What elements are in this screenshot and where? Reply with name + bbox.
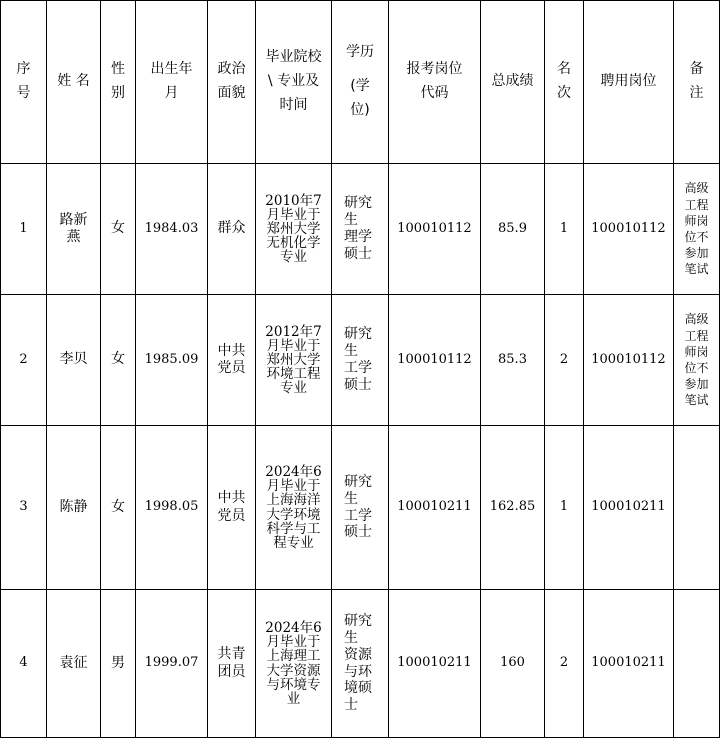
degree-level: 研究生 [344, 195, 372, 229]
degree-title: 资源与环境硕士 [344, 646, 372, 714]
cell-post-code: 100010112 [389, 295, 481, 426]
cell-birth: 1998.05 [136, 426, 208, 590]
cell-rank: 1 [545, 426, 584, 590]
cell-birth: 1999.07 [136, 590, 208, 738]
cell-seq: 1 [1, 164, 47, 295]
cell-post-code: 100010211 [389, 426, 481, 590]
degree-title: 理学硕士 [344, 229, 372, 262]
cell-score: 160 [481, 590, 545, 738]
cell-gender: 女 [101, 295, 136, 426]
cell-school: 2024年6月毕业于上海海洋大学环境科学与工程专业 [256, 426, 332, 590]
cell-post-code: 100010112 [389, 164, 481, 295]
cell-hired-post: 100010211 [584, 590, 674, 738]
cell-note: 高级工程师岗位不参加笔试 [674, 295, 720, 426]
cell-name: 李贝 [47, 295, 101, 426]
header-birth: 出生年月 [136, 1, 208, 164]
header-hired-post: 聘用岗位 [584, 1, 674, 164]
header-post-code: 报考岗位代码 [389, 1, 481, 164]
cell-hired-post: 100010112 [584, 295, 674, 426]
table-row [1, 164, 720, 295]
cell-degree [332, 295, 389, 426]
cell-rank: 1 [545, 164, 584, 295]
cell-rank: 2 [545, 590, 584, 738]
cell-degree [332, 590, 389, 738]
cell-hired-post: 100010112 [584, 164, 674, 295]
cell-school: 2024年6月毕业于上海理工大学资源与环境专业 [256, 590, 332, 738]
table-row [1, 426, 720, 590]
cell-note [674, 590, 720, 738]
header-score: 总成绩 [481, 1, 545, 164]
cell-politics: 中共党员 [208, 426, 256, 590]
cell-name: 路新燕 [47, 164, 101, 295]
table-row [1, 590, 720, 738]
header-degree-line2: (学位) [350, 78, 370, 118]
cell-rank: 2 [545, 295, 584, 426]
header-politics: 政治面貌 [208, 1, 256, 164]
cell-gender: 女 [101, 164, 136, 295]
cell-seq: 4 [1, 590, 47, 738]
cell-hired-post: 100010211 [584, 426, 674, 590]
cell-score: 85.9 [481, 164, 545, 295]
cell-gender: 女 [101, 426, 136, 590]
cell-seq: 3 [1, 426, 47, 590]
degree-title: 工学硕士 [344, 507, 372, 541]
degree-title: 工学硕士 [344, 360, 372, 393]
cell-note: 高级工程师岗位不参加笔试 [674, 164, 720, 295]
cell-post-code: 100010211 [389, 590, 481, 738]
cell-note [674, 426, 720, 590]
cell-gender: 男 [101, 590, 136, 738]
cell-politics: 共青团员 [208, 590, 256, 738]
degree-level: 研究生 [344, 613, 372, 646]
cell-birth: 1984.03 [136, 164, 208, 295]
header-name: 姓 名 [47, 1, 101, 164]
header-rank: 名次 [545, 1, 584, 164]
header-gender: 性别 [101, 1, 136, 164]
cell-score: 85.3 [481, 295, 545, 426]
cell-politics: 群众 [208, 164, 256, 295]
cell-seq: 2 [1, 295, 47, 426]
header-school: 毕业院校\ 专业及时间 [256, 1, 332, 164]
cell-birth: 1985.09 [136, 295, 208, 426]
table-row [1, 295, 720, 426]
degree-level: 研究生 [344, 326, 372, 360]
cell-name: 陈静 [47, 426, 101, 590]
cell-politics: 中共党员 [208, 295, 256, 426]
degree-level: 研究生 [344, 473, 372, 507]
header-degree-line1: 学历 [346, 44, 374, 61]
cell-school: 2012年7月毕业于郑州大学环境工程专业 [256, 295, 332, 426]
header-seq: 序号 [1, 1, 47, 164]
cell-name: 袁征 [47, 590, 101, 738]
cell-score: 162.85 [481, 426, 545, 590]
cell-degree [332, 426, 389, 590]
header-row [1, 1, 720, 164]
cell-degree [332, 164, 389, 295]
header-note: 备注 [674, 1, 720, 164]
header-degree [332, 1, 389, 164]
cell-school: 2010年7月毕业于郑州大学无机化学专业 [256, 164, 332, 295]
